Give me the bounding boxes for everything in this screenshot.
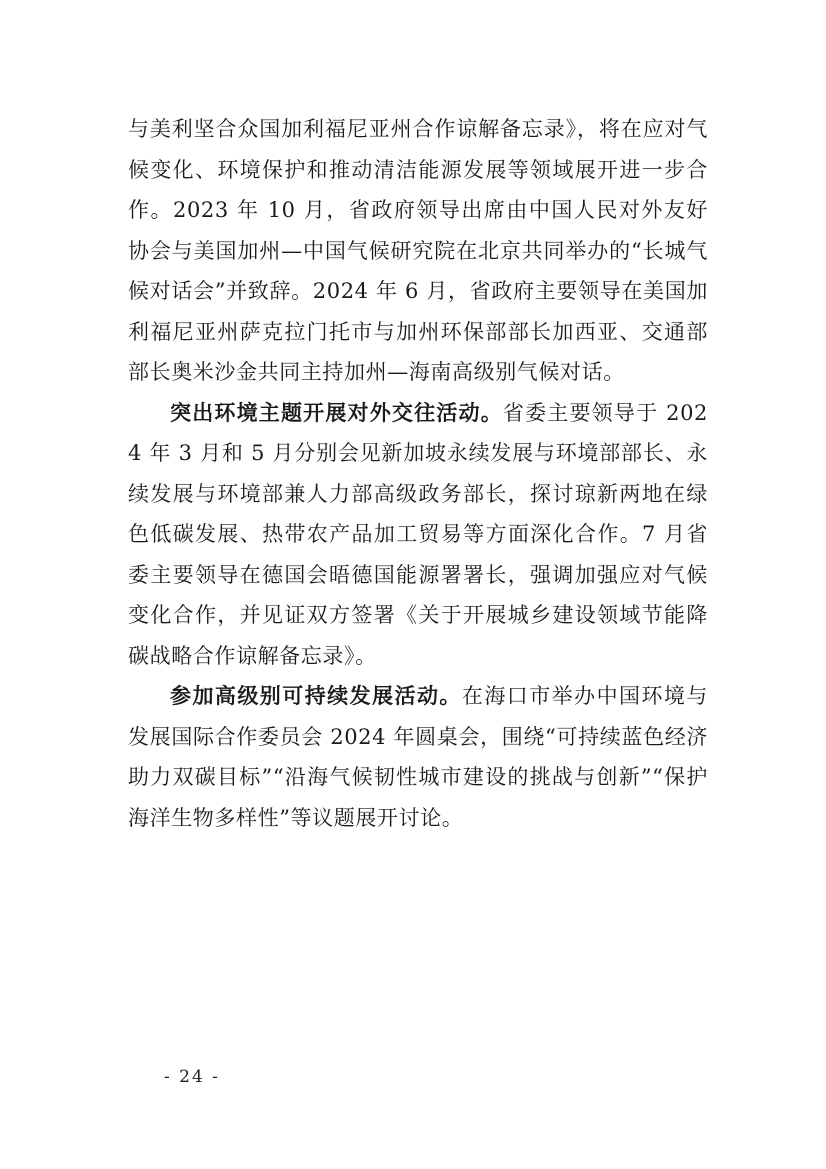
paragraph-2: [128, 393, 708, 677]
page-number: - 24 -: [164, 1067, 220, 1087]
paragraph-2-text: 省委主要领导于 2024 年 3 月和 5 月分别会见新加坡永续发展与环境部部长、永续发展与环境部兼人力部高级政务部长，探讨琼新两地在绿色低碳发展、热带农产品加工贸易等方面深化合作。7 月省委主要领导在德国会晤德国能源署署长，强调加强应对气候变化合作，并见证双方签署《关于开展城乡建设领域节能降碳战略合作谅解备忘录》。: [128, 400, 709, 668]
paragraph-1: [128, 109, 708, 393]
paragraph-1-text: 与美利坚合众国加利福尼亚州合作谅解备忘录》，将在应对气候变化、环境保护和推动清洁能源发展等领域展开进一步合作。2023 年 10 月，省政府领导出席由中国人民对外友好协会与美国加州—中国气候研究院在北京共同举办的“长城气候对话会”并致辞。2024 年 6 月，省政府主要领导在美国加利福尼亚州萨克拉门托市与加州环保部部长加西亚、交通部部长奥米沙金共同主持加州—海南高级别气候对话。: [128, 117, 708, 384]
paragraph-3: [128, 676, 708, 838]
body-text: [128, 109, 708, 838]
paragraph-3-text: 在海口市举办中国环境与发展国际合作委员会 2024 年圆桌会，围绕“可持续蓝色经济助力双碳目标”“沿海气候韧性城市建设的挑战与创新”“保护海洋生物多样性”等议题展开讨论。: [128, 684, 708, 830]
paragraph-3-heading: 参加高级别可持续发展活动。: [170, 684, 462, 708]
paragraph-2-heading: 突出环境主题开展对外交往活动。: [170, 400, 503, 425]
